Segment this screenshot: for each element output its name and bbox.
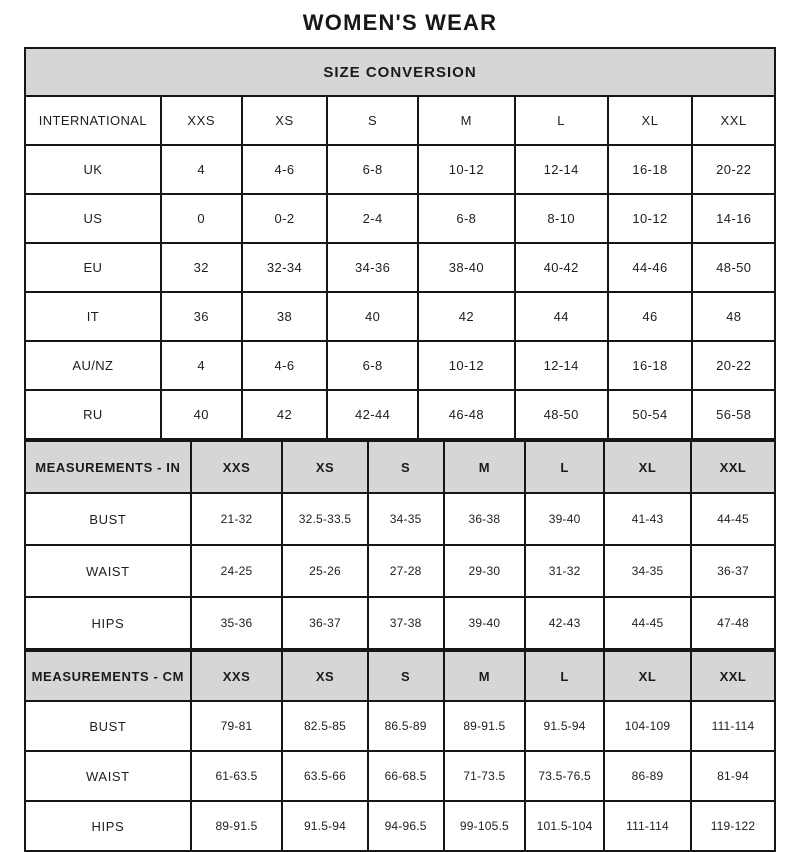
value-cell: 8-10 <box>515 194 608 243</box>
table-row <box>25 390 775 439</box>
value-cell: 89-91.5 <box>444 701 526 751</box>
value-cell: 91.5-94 <box>525 701 604 751</box>
size-column-header: XL <box>608 96 693 145</box>
value-cell: 10-12 <box>608 194 693 243</box>
table-row <box>25 145 775 194</box>
value-cell: 34-35 <box>368 493 444 545</box>
size-column-header: XS <box>282 651 368 701</box>
size-column-header: XXS <box>161 96 242 145</box>
value-cell: 24-25 <box>191 545 283 597</box>
size-conversion-table <box>24 47 776 440</box>
value-cell: 111-114 <box>604 801 691 851</box>
row-label: US <box>25 194 161 243</box>
value-cell: 32 <box>161 243 242 292</box>
table-row <box>25 194 775 243</box>
row-label: AU/NZ <box>25 341 161 390</box>
value-cell: 38-40 <box>418 243 515 292</box>
row-label: WAIST <box>25 751 191 801</box>
value-cell: 16-18 <box>608 341 693 390</box>
row-header-label: MEASUREMENTS - IN <box>25 441 191 493</box>
row-label: UK <box>25 145 161 194</box>
value-cell: 44 <box>515 292 608 341</box>
value-cell: 89-91.5 <box>191 801 283 851</box>
value-cell: 91.5-94 <box>282 801 368 851</box>
value-cell: 35-36 <box>191 597 283 649</box>
value-cell: 36-38 <box>444 493 526 545</box>
page-title: WOMEN'S WEAR <box>302 10 498 35</box>
row-label: BUST <box>25 493 191 545</box>
value-cell: 86.5-89 <box>368 701 444 751</box>
value-cell: 41-43 <box>604 493 691 545</box>
value-cell: 48-50 <box>515 390 608 439</box>
table-title-row <box>25 48 775 96</box>
table-row <box>25 243 775 292</box>
value-cell: 36-37 <box>282 597 368 649</box>
row-label: RU <box>25 390 161 439</box>
value-cell: 101.5-104 <box>525 801 604 851</box>
size-column-header: M <box>444 441 526 493</box>
value-cell: 71-73.5 <box>444 751 526 801</box>
value-cell: 6-8 <box>327 341 418 390</box>
value-cell: 14-16 <box>692 194 775 243</box>
value-cell: 42 <box>418 292 515 341</box>
value-cell: 40-42 <box>515 243 608 292</box>
measurements-in-table <box>24 440 776 650</box>
value-cell: 50-54 <box>608 390 693 439</box>
table-row <box>25 597 775 649</box>
size-column-header: XL <box>604 651 691 701</box>
value-cell: 99-105.5 <box>444 801 526 851</box>
row-header-label: INTERNATIONAL <box>25 96 161 145</box>
size-column-header: M <box>444 651 526 701</box>
value-cell: 104-109 <box>604 701 691 751</box>
value-cell: 0-2 <box>242 194 327 243</box>
value-cell: 38 <box>242 292 327 341</box>
size-column-header: S <box>368 441 444 493</box>
row-label: IT <box>25 292 161 341</box>
value-cell: 39-40 <box>525 493 604 545</box>
value-cell: 4-6 <box>242 145 327 194</box>
table-row <box>25 341 775 390</box>
value-cell: 4 <box>161 145 242 194</box>
value-cell: 46 <box>608 292 693 341</box>
value-cell: 42-44 <box>327 390 418 439</box>
value-cell: 66-68.5 <box>368 751 444 801</box>
value-cell: 48-50 <box>692 243 775 292</box>
row-label: HIPS <box>25 801 191 851</box>
value-cell: 36-37 <box>691 545 775 597</box>
size-column-header: XXL <box>692 96 775 145</box>
size-column-header: S <box>327 96 418 145</box>
size-column-header: XXS <box>191 651 283 701</box>
value-cell: 34-35 <box>604 545 691 597</box>
value-cell: 79-81 <box>191 701 283 751</box>
table-header-row <box>25 96 775 145</box>
row-label: WAIST <box>25 545 191 597</box>
value-cell: 40 <box>327 292 418 341</box>
value-cell: 42-43 <box>525 597 604 649</box>
value-cell: 6-8 <box>327 145 418 194</box>
value-cell: 48 <box>692 292 775 341</box>
value-cell: 82.5-85 <box>282 701 368 751</box>
table-row <box>25 493 775 545</box>
size-column-header: L <box>515 96 608 145</box>
size-column-header: XXL <box>691 441 775 493</box>
size-column-header: XS <box>282 441 368 493</box>
value-cell: 16-18 <box>608 145 693 194</box>
value-cell: 40 <box>161 390 242 439</box>
value-cell: 37-38 <box>368 597 444 649</box>
table-header-row <box>25 651 775 701</box>
value-cell: 12-14 <box>515 145 608 194</box>
value-cell: 44-46 <box>608 243 693 292</box>
value-cell: 56-58 <box>692 390 775 439</box>
value-cell: 61-63.5 <box>191 751 283 801</box>
size-column-header: XXS <box>191 441 283 493</box>
value-cell: 20-22 <box>692 341 775 390</box>
value-cell: 25-26 <box>282 545 368 597</box>
size-column-header: XXL <box>691 651 775 701</box>
row-header-label: MEASUREMENTS - CM <box>25 651 191 701</box>
row-label: BUST <box>25 701 191 751</box>
value-cell: 46-48 <box>418 390 515 439</box>
value-cell: 86-89 <box>604 751 691 801</box>
value-cell: 10-12 <box>418 145 515 194</box>
value-cell: 29-30 <box>444 545 526 597</box>
value-cell: 32-34 <box>242 243 327 292</box>
size-column-header: S <box>368 651 444 701</box>
value-cell: 20-22 <box>692 145 775 194</box>
value-cell: 0 <box>161 194 242 243</box>
value-cell: 34-36 <box>327 243 418 292</box>
value-cell: 31-32 <box>525 545 604 597</box>
value-cell: 27-28 <box>368 545 444 597</box>
value-cell: 111-114 <box>691 701 775 751</box>
value-cell: 39-40 <box>444 597 526 649</box>
value-cell: 36 <box>161 292 242 341</box>
table-row <box>25 701 775 751</box>
value-cell: 94-96.5 <box>368 801 444 851</box>
value-cell: 73.5-76.5 <box>525 751 604 801</box>
size-column-header: L <box>525 651 604 701</box>
value-cell: 4-6 <box>242 341 327 390</box>
table-row <box>25 801 775 851</box>
size-column-header: XS <box>242 96 327 145</box>
size-column-header: M <box>418 96 515 145</box>
table-row <box>25 751 775 801</box>
measurements-cm-table <box>24 650 776 852</box>
table-row <box>25 545 775 597</box>
row-label: EU <box>25 243 161 292</box>
value-cell: 10-12 <box>418 341 515 390</box>
value-cell: 47-48 <box>691 597 775 649</box>
value-cell: 119-122 <box>691 801 775 851</box>
value-cell: 63.5-66 <box>282 751 368 801</box>
value-cell: 21-32 <box>191 493 283 545</box>
value-cell: 81-94 <box>691 751 775 801</box>
value-cell: 6-8 <box>418 194 515 243</box>
value-cell: 4 <box>161 341 242 390</box>
value-cell: 44-45 <box>691 493 775 545</box>
size-column-header: XL <box>604 441 691 493</box>
row-label: HIPS <box>25 597 191 649</box>
size-column-header: L <box>525 441 604 493</box>
table-header-row <box>25 441 775 493</box>
value-cell: 2-4 <box>327 194 418 243</box>
value-cell: 42 <box>242 390 327 439</box>
value-cell: 32.5-33.5 <box>282 493 368 545</box>
value-cell: 44-45 <box>604 597 691 649</box>
table-title: SIZE CONVERSION <box>25 48 775 96</box>
value-cell: 12-14 <box>515 341 608 390</box>
table-row <box>25 292 775 341</box>
